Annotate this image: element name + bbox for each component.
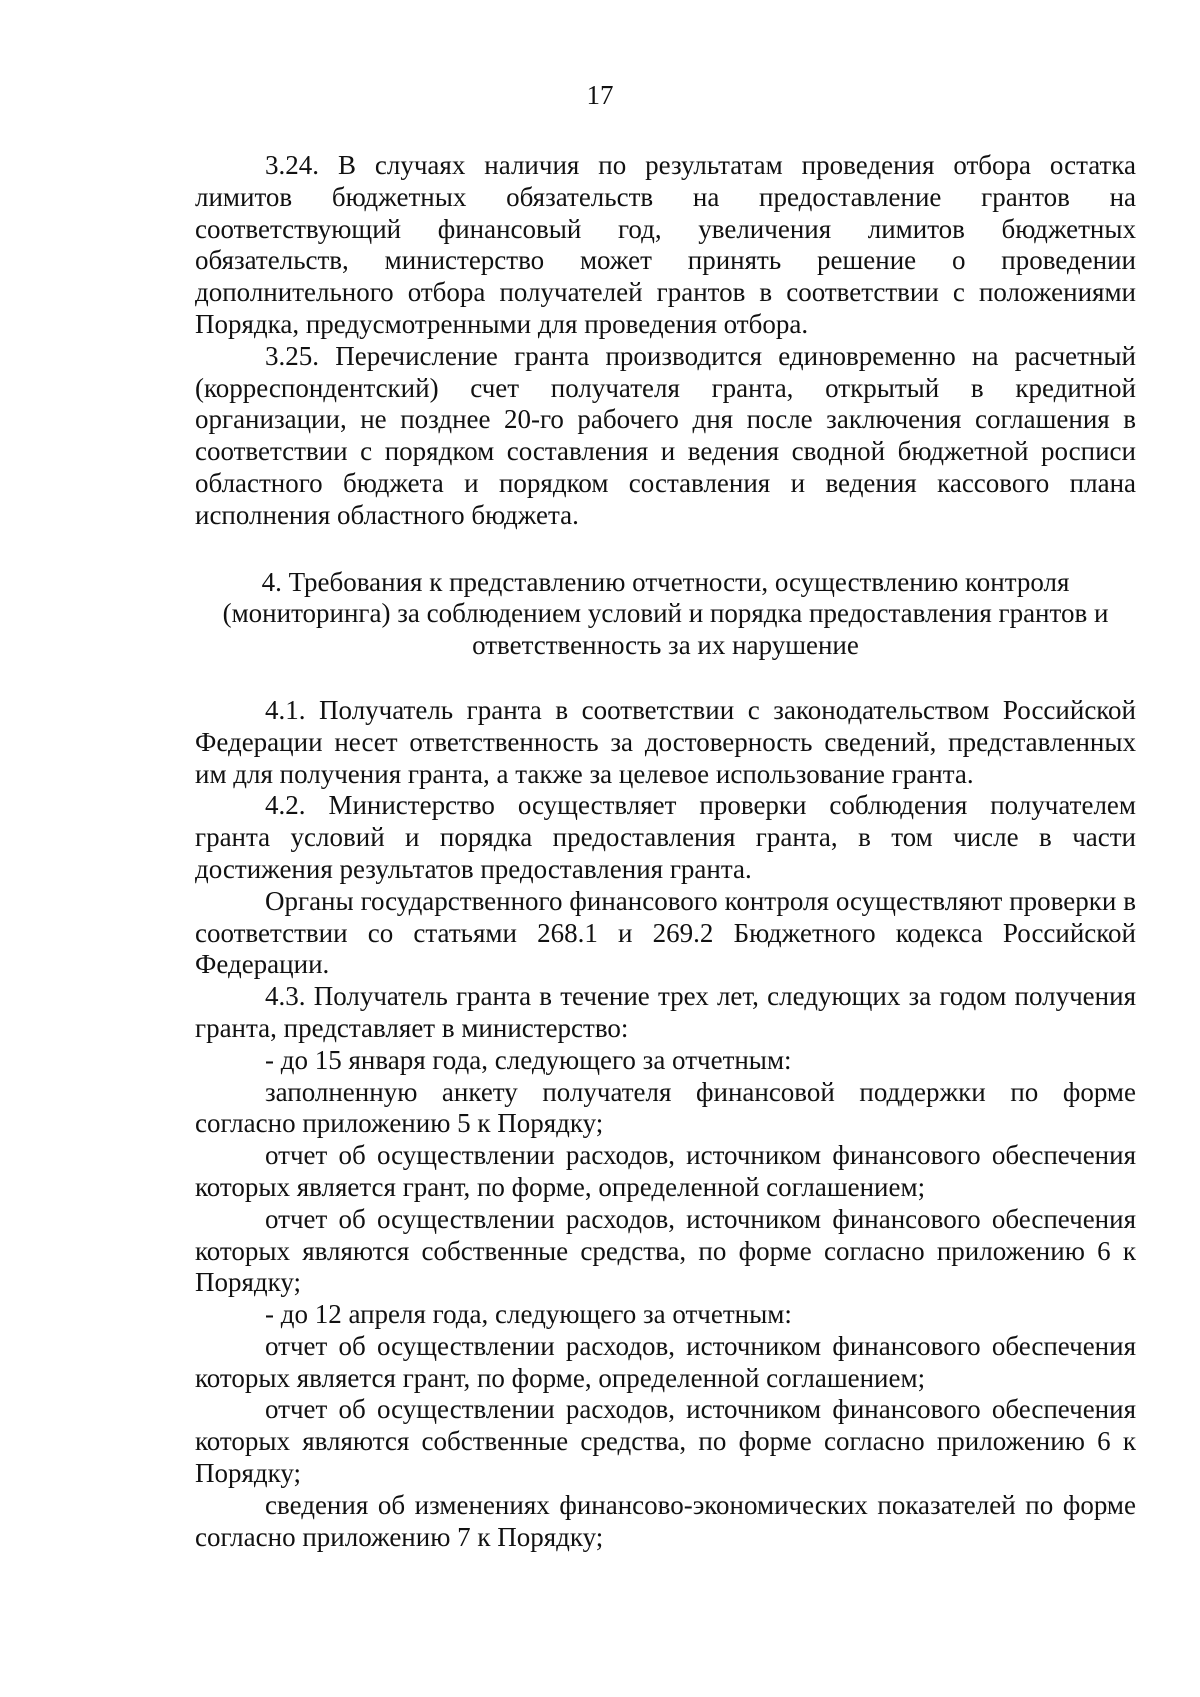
april-item-grant-report: отчет об осуществлении расходов, источником финансового обеспечения которых является грант, по форме, определенной соглашением; (195, 1330, 1136, 1393)
paragraph-4-2: 4.2. Министерство осуществляет проверки соблюдения получателем гранта условий и порядка предоставления гранта, в том числе в части достижения результатов предоставления гранта. (195, 790, 1136, 884)
document-body (195, 150, 1136, 1553)
paragraph-4-1: 4.1. Получатель гранта в соответствии с законодательством Российской Федерации несет ответственность за достоверность сведений, представленных им для получения гранта, а также за целевое использование гранта. (195, 694, 1136, 789)
section-4-heading: 4. Требования к представлению отчетности, осуществлению контроля (мониторинга) за соблюдением условий и порядка предоставления грантов и ответственность за их нарушение (222, 566, 1109, 661)
paragraph-3-24: 3.24. В случаях наличия по результатам проведения отбора остатка лимитов бюджетных обязательств на предоставление грантов на соответствующий финансовый год, увеличения лимитов бюджетных обязательств, министерство может принять решение о проведении дополнительного отбора получателей грантов в соответствии с положениями Порядка, предусмотренными для проведения отбора. (195, 150, 1136, 339)
january-item-grant-report: отчет об осуществлении расходов, источником финансового обеспечения которых является грант, по форме, определенной соглашением; (195, 1140, 1136, 1202)
april-item-economic-indicators: сведения об изменениях финансово-экономических показателей по форме согласно приложению 7 к Порядку; (195, 1489, 1136, 1552)
paragraph-4-2-organs: Органы государственного финансового контроля осуществляют проверки в соответствии со статьями 268.1 и 269.2 Бюджетного кодекса Российской Федерации. (195, 885, 1136, 980)
page-number: 17 (586, 80, 614, 110)
paragraph-4-3: 4.3. Получатель гранта в течение трех лет, следующих за годом получения гранта, представляет в министерство: (195, 981, 1136, 1043)
paragraph-3-25: 3.25. Перечисление гранта производится единовременно на расчетный (корреспондентский) счет получателя гранта, открытый в кредитной организации, не позднее 20-го рабочего дня после заключения соглашения в соответствии с порядком составления и ведения сводной бюджетной росписи областного бюджета и порядком составления и ведения кассового плана исполнения областного бюджета. (195, 340, 1136, 530)
deadline-january: - до 15 января года, следующего за отчетным: (265, 1044, 792, 1075)
january-item-questionnaire: заполненную анкету получателя финансовой поддержки по форме согласно приложению 5 к Порядку; (195, 1076, 1136, 1139)
april-item-own-funds-report: отчет об осуществлении расходов, источником финансового обеспечения которых являются собственные средства, по форме согласно приложению 6 к Порядку; (195, 1394, 1136, 1489)
january-item-own-funds-report: отчет об осуществлении расходов, источником финансового обеспечения которых являются собственные средства, по форме согласно приложению 6 к Порядку; (195, 1203, 1136, 1298)
deadline-april: - до 12 апреля года, следующего за отчетным: (265, 1299, 792, 1330)
